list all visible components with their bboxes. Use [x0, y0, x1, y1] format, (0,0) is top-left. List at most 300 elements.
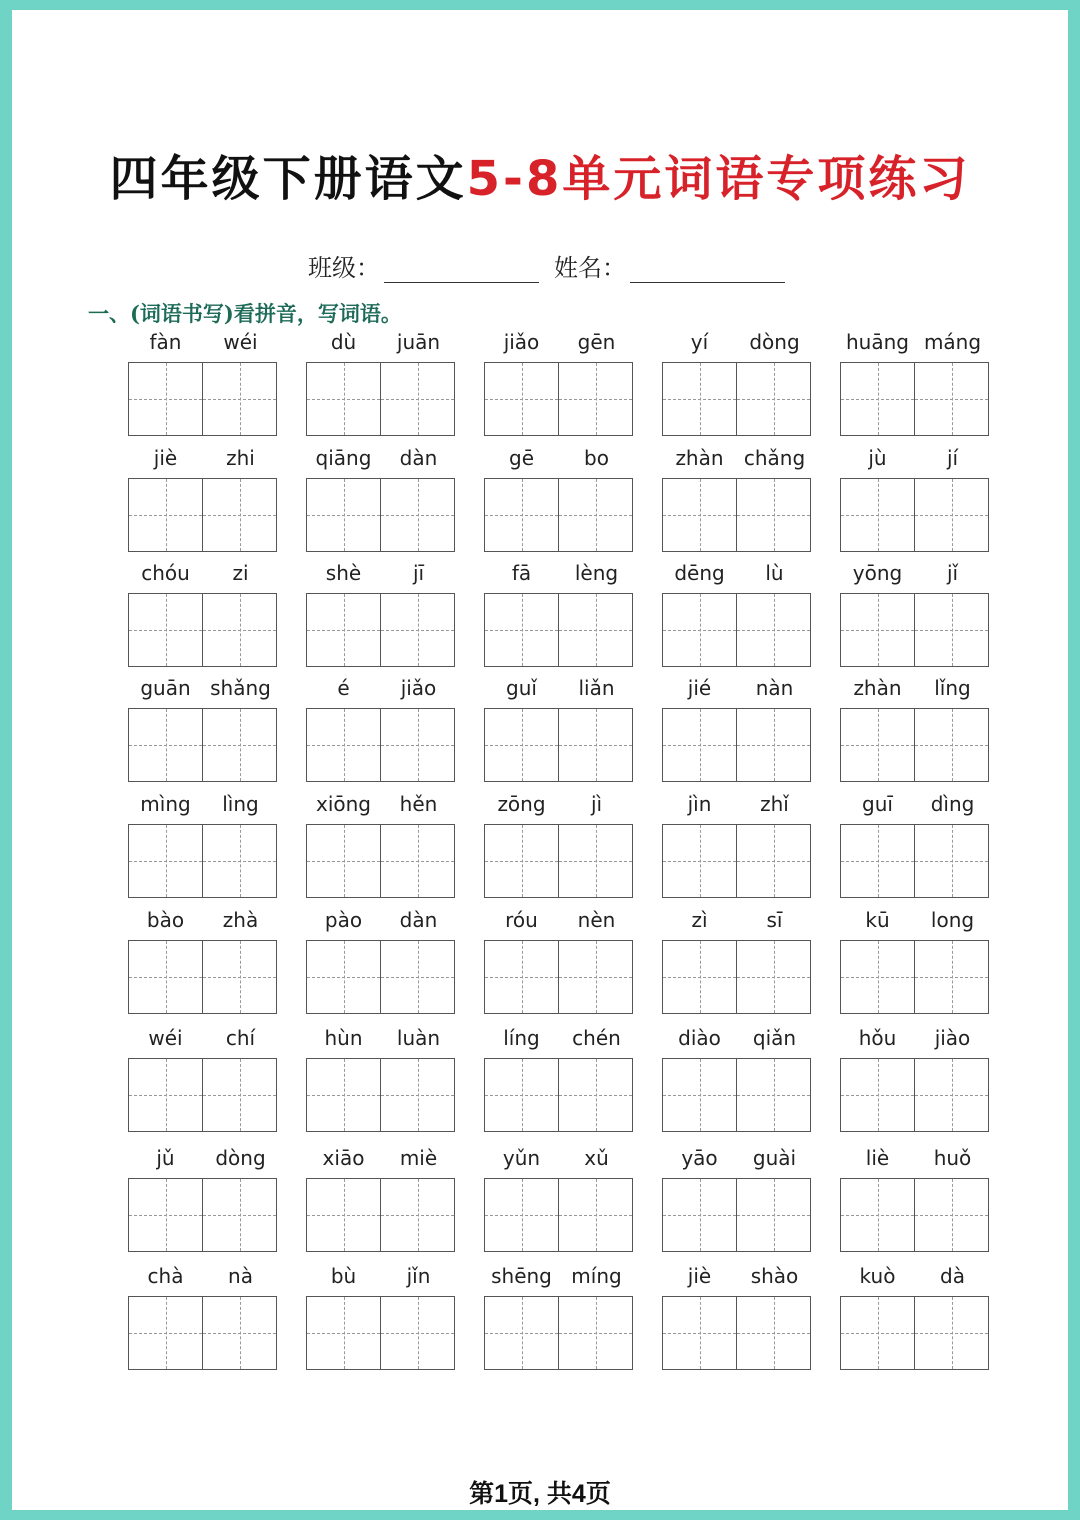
pinyin-syllable: míng [571, 1264, 622, 1288]
writing-box[interactable] [841, 825, 914, 897]
writing-box[interactable] [485, 941, 558, 1013]
writing-box[interactable] [841, 1179, 914, 1251]
writing-boxes [484, 708, 633, 782]
pinyin-row [840, 446, 990, 472]
writing-box[interactable] [663, 1297, 736, 1369]
name-label: 姓名： [554, 254, 626, 282]
writing-boxes [306, 478, 455, 552]
writing-box[interactable] [380, 1179, 454, 1251]
pinyin-syllable: zhi [226, 446, 255, 470]
pinyin-row [840, 330, 990, 356]
word-cell [128, 792, 278, 898]
writing-box[interactable] [736, 594, 810, 666]
writing-box[interactable] [485, 709, 558, 781]
pinyin-syllable: yǔn [502, 1146, 541, 1170]
word-cell [128, 330, 278, 436]
pinyin-syllable: qiǎn [752, 1026, 797, 1050]
pinyin-syllable: hǒu [858, 1026, 897, 1050]
pinyin-syllable: nèn [577, 908, 616, 932]
pinyin-row [306, 1146, 456, 1172]
writing-boxes [484, 1296, 633, 1370]
name-blank[interactable] [630, 282, 785, 283]
pinyin-syllable: lǐng [934, 676, 971, 700]
pinyin-syllable: dàn [399, 446, 438, 470]
writing-box[interactable] [663, 1059, 736, 1131]
writing-box[interactable] [307, 1297, 380, 1369]
pinyin-syllable: guǐ [506, 676, 537, 700]
writing-box[interactable] [914, 479, 988, 551]
pinyin-syllable: bào [146, 908, 185, 932]
word-cell [128, 561, 278, 667]
pinyin-syllable: pào [324, 908, 363, 932]
writing-box[interactable] [558, 1297, 632, 1369]
word-cell [306, 330, 456, 436]
pinyin-syllable: zi [232, 561, 249, 585]
pinyin-syllable: bo [584, 446, 609, 470]
writing-boxes [484, 824, 633, 898]
pinyin-syllable: liè [865, 1146, 890, 1170]
writing-box[interactable] [663, 479, 736, 551]
pinyin-row [840, 676, 990, 702]
pinyin-syllable: wéi [148, 1026, 183, 1050]
pinyin-row [840, 1026, 990, 1052]
writing-box[interactable] [129, 1179, 202, 1251]
writing-box[interactable] [485, 825, 558, 897]
pinyin-syllable: zhàn [675, 446, 724, 470]
writing-box[interactable] [841, 363, 914, 435]
writing-box[interactable] [663, 363, 736, 435]
pinyin-row [484, 792, 634, 818]
class-blank[interactable] [384, 282, 539, 283]
writing-boxes [840, 940, 989, 1014]
writing-box[interactable] [485, 363, 558, 435]
pinyin-syllable: gēn [577, 330, 616, 354]
writing-boxes [840, 1058, 989, 1132]
writing-box[interactable] [558, 825, 632, 897]
word-cell [840, 908, 990, 1014]
writing-box[interactable] [663, 825, 736, 897]
pinyin-row [128, 676, 278, 702]
word-cell [128, 1146, 278, 1252]
writing-box[interactable] [841, 1059, 914, 1131]
writing-box[interactable] [485, 1059, 558, 1131]
pinyin-row [484, 908, 634, 934]
pinyin-syllable: kū [865, 908, 890, 932]
writing-box[interactable] [380, 363, 454, 435]
pinyin-syllable: nà [228, 1264, 253, 1288]
pinyin-syllable: shēng [491, 1264, 552, 1288]
word-cell [306, 676, 456, 782]
pinyin-syllable: jí [946, 446, 959, 470]
writing-box[interactable] [485, 1179, 558, 1251]
pinyin-syllable: jiào [934, 1026, 971, 1050]
writing-boxes [128, 824, 277, 898]
writing-box[interactable] [841, 1297, 914, 1369]
word-cell [840, 561, 990, 667]
pinyin-syllable: chóu [141, 561, 190, 585]
writing-boxes [840, 708, 989, 782]
word-cell [840, 676, 990, 782]
pinyin-syllable: bù [330, 1264, 357, 1288]
writing-box[interactable] [307, 941, 380, 1013]
writing-box[interactable] [558, 709, 632, 781]
word-cell [662, 908, 812, 1014]
writing-boxes [128, 1178, 277, 1252]
writing-boxes [128, 478, 277, 552]
pinyin-row [484, 1146, 634, 1172]
writing-boxes [662, 824, 811, 898]
pinyin-syllable: jiè [153, 446, 178, 470]
pinyin-row [128, 1264, 278, 1290]
writing-boxes [128, 1296, 277, 1370]
writing-boxes [662, 1296, 811, 1370]
writing-boxes [662, 1058, 811, 1132]
writing-boxes [306, 940, 455, 1014]
class-field [308, 248, 539, 283]
word-cell [128, 446, 278, 552]
writing-box[interactable] [129, 479, 202, 551]
writing-box[interactable] [485, 594, 558, 666]
word-cell [484, 446, 634, 552]
pinyin-row [662, 676, 812, 702]
pinyin-syllable: yāo [681, 1146, 718, 1170]
title-main: 四年级下册语文 [109, 151, 467, 207]
pinyin-syllable: lìng [222, 792, 259, 816]
pinyin-row [662, 330, 812, 356]
pinyin-syllable: dìng [930, 792, 975, 816]
pinyin-syllable: é [337, 676, 350, 700]
writing-box[interactable] [129, 363, 202, 435]
writing-box[interactable] [307, 825, 380, 897]
pinyin-syllable: mìng [140, 792, 191, 816]
word-cell [128, 1264, 278, 1370]
writing-box[interactable] [202, 594, 276, 666]
writing-box[interactable] [558, 1179, 632, 1251]
word-cell [662, 1026, 812, 1132]
writing-box[interactable] [558, 479, 632, 551]
writing-boxes [128, 940, 277, 1014]
pinyin-syllable: sī [766, 908, 783, 932]
pinyin-syllable: shào [750, 1264, 799, 1288]
writing-boxes [662, 708, 811, 782]
pinyin-syllable: huāng [846, 330, 909, 354]
writing-box[interactable] [307, 363, 380, 435]
writing-box[interactable] [914, 709, 988, 781]
pinyin-syllable: long [930, 908, 975, 932]
writing-box[interactable] [558, 1059, 632, 1131]
pinyin-row [840, 1146, 990, 1172]
pinyin-syllable: chí [225, 1026, 256, 1050]
writing-box[interactable] [736, 1179, 810, 1251]
pinyin-syllable: jī [412, 561, 425, 585]
writing-box[interactable] [129, 941, 202, 1013]
word-cell [306, 1026, 456, 1132]
pinyin-syllable: jìn [687, 792, 712, 816]
pinyin-syllable: jù [868, 446, 887, 470]
pinyin-syllable: jì [590, 792, 603, 816]
page-footer: 第1页, 共4页 [469, 1480, 611, 1508]
pinyin-row [840, 908, 990, 934]
word-cell [484, 1264, 634, 1370]
pinyin-row [840, 792, 990, 818]
writing-boxes [662, 940, 811, 1014]
pinyin-syllable: luàn [396, 1026, 441, 1050]
pinyin-syllable: dēng [674, 561, 725, 585]
writing-box[interactable] [202, 1297, 276, 1369]
pinyin-row [306, 1264, 456, 1290]
word-cell [306, 1146, 456, 1252]
pinyin-row [662, 1026, 812, 1052]
pinyin-syllable: gē [509, 446, 534, 470]
writing-box[interactable] [202, 1179, 276, 1251]
writing-box[interactable] [841, 594, 914, 666]
pinyin-row [306, 446, 456, 472]
writing-box[interactable] [202, 479, 276, 551]
pinyin-syllable: shè [325, 561, 362, 585]
writing-box[interactable] [736, 479, 810, 551]
word-cell [662, 1264, 812, 1370]
word-cell [306, 908, 456, 1014]
writing-box[interactable] [380, 709, 454, 781]
pinyin-row [128, 792, 278, 818]
word-cell [662, 330, 812, 436]
pinyin-syllable: dòng [749, 330, 800, 354]
writing-box[interactable] [663, 941, 736, 1013]
writing-boxes [306, 1296, 455, 1370]
writing-box[interactable] [736, 363, 810, 435]
pinyin-syllable: huǒ [933, 1146, 972, 1170]
writing-box[interactable] [129, 825, 202, 897]
pinyin-row [306, 792, 456, 818]
word-cell [306, 446, 456, 552]
pinyin-row [662, 1146, 812, 1172]
pinyin-row [484, 676, 634, 702]
writing-box[interactable] [202, 1059, 276, 1131]
writing-box[interactable] [307, 1059, 380, 1131]
pinyin-syllable: guān [140, 676, 191, 700]
writing-box[interactable] [485, 479, 558, 551]
pinyin-syllable: chǎng [743, 446, 806, 470]
writing-box[interactable] [129, 1297, 202, 1369]
pinyin-syllable: líng [503, 1026, 540, 1050]
writing-box[interactable] [841, 479, 914, 551]
pinyin-syllable: jié [687, 676, 712, 700]
word-cell [662, 446, 812, 552]
word-cell [484, 330, 634, 436]
name-field [554, 248, 785, 283]
pinyin-row [662, 792, 812, 818]
writing-box[interactable] [558, 594, 632, 666]
pinyin-syllable: jǐ [946, 561, 959, 585]
pinyin-syllable: diào [678, 1026, 721, 1050]
pinyin-row [662, 561, 812, 587]
pinyin-syllable: zōng [497, 792, 546, 816]
writing-box[interactable] [736, 709, 810, 781]
pinyin-syllable: liǎn [578, 676, 615, 700]
pinyin-syllable: guài [752, 1146, 797, 1170]
writing-box[interactable] [736, 1059, 810, 1131]
pinyin-row [128, 446, 278, 472]
pinyin-row [484, 330, 634, 356]
writing-box[interactable] [307, 1179, 380, 1251]
writing-box[interactable] [129, 1059, 202, 1131]
word-cell [662, 676, 812, 782]
writing-box[interactable] [380, 1059, 454, 1131]
pinyin-row [306, 561, 456, 587]
pinyin-row [840, 561, 990, 587]
writing-boxes [662, 1178, 811, 1252]
pinyin-syllable: dà [940, 1264, 965, 1288]
writing-box[interactable] [380, 479, 454, 551]
pinyin-syllable: róu [505, 908, 538, 932]
section-heading: 一、(词语书写)看拼音，写词语。 [88, 301, 402, 326]
page-title [0, 140, 1080, 209]
pinyin-syllable: jiǎo [503, 330, 540, 354]
writing-box[interactable] [129, 709, 202, 781]
pinyin-syllable: chén [572, 1026, 621, 1050]
writing-box[interactable] [914, 594, 988, 666]
writing-box[interactable] [914, 1297, 988, 1369]
pinyin-syllable: jǔ [156, 1146, 175, 1170]
writing-box[interactable] [663, 709, 736, 781]
pinyin-syllable: guī [862, 792, 893, 816]
writing-box[interactable] [663, 1179, 736, 1251]
pinyin-syllable: zì [691, 908, 708, 932]
writing-boxes [128, 708, 277, 782]
writing-box[interactable] [380, 594, 454, 666]
writing-box[interactable] [914, 825, 988, 897]
pinyin-row [128, 330, 278, 356]
title-highlight: 5-8单元词语专项练习 [466, 151, 971, 207]
writing-box[interactable] [914, 1179, 988, 1251]
word-cell [306, 1264, 456, 1370]
writing-boxes [306, 362, 455, 436]
pinyin-syllable: máng [923, 330, 982, 354]
writing-boxes [128, 1058, 277, 1132]
word-cell [484, 1026, 634, 1132]
writing-boxes [840, 1296, 989, 1370]
writing-box[interactable] [202, 825, 276, 897]
pinyin-row [306, 1026, 456, 1052]
pinyin-syllable: dù [330, 330, 357, 354]
writing-box[interactable] [202, 941, 276, 1013]
writing-box[interactable] [558, 363, 632, 435]
word-cell [840, 330, 990, 436]
word-cell [662, 561, 812, 667]
word-cell [306, 561, 456, 667]
writing-boxes [484, 593, 633, 667]
writing-boxes [662, 478, 811, 552]
writing-box[interactable] [841, 709, 914, 781]
pinyin-syllable: wéi [223, 330, 258, 354]
pinyin-syllable: zhǐ [760, 792, 789, 816]
writing-box[interactable] [202, 363, 276, 435]
word-cell [840, 792, 990, 898]
pinyin-syllable: dàn [399, 908, 438, 932]
class-label: 班级： [308, 254, 380, 282]
writing-box[interactable] [736, 825, 810, 897]
pinyin-syllable: qiāng [315, 446, 372, 470]
pinyin-syllable: kuò [859, 1264, 896, 1288]
writing-box[interactable] [914, 1059, 988, 1131]
pinyin-row [128, 1026, 278, 1052]
pinyin-syllable: chà [147, 1264, 184, 1288]
pinyin-syllable: jiǎo [400, 676, 437, 700]
writing-boxes [306, 824, 455, 898]
writing-box[interactable] [307, 479, 380, 551]
writing-box[interactable] [914, 363, 988, 435]
writing-box[interactable] [558, 941, 632, 1013]
pinyin-syllable: fàn [149, 330, 182, 354]
pinyin-syllable: jǐn [406, 1264, 431, 1288]
word-cell [484, 792, 634, 898]
writing-box[interactable] [736, 1297, 810, 1369]
word-cell [840, 1026, 990, 1132]
pinyin-row [306, 330, 456, 356]
word-cell [484, 676, 634, 782]
writing-boxes [484, 362, 633, 436]
pinyin-row [484, 561, 634, 587]
writing-boxes [306, 708, 455, 782]
pinyin-syllable: lù [765, 561, 784, 585]
writing-boxes [484, 478, 633, 552]
writing-boxes [840, 362, 989, 436]
pinyin-row [662, 1264, 812, 1290]
writing-box[interactable] [202, 709, 276, 781]
pinyin-syllable: lèng [574, 561, 619, 585]
pinyin-syllable: yōng [852, 561, 903, 585]
writing-box[interactable] [307, 594, 380, 666]
pinyin-row [484, 446, 634, 472]
pinyin-syllable: dòng [215, 1146, 266, 1170]
writing-box[interactable] [129, 594, 202, 666]
pinyin-row [128, 561, 278, 587]
word-cell [484, 1146, 634, 1252]
pinyin-row [128, 908, 278, 934]
writing-boxes [484, 1178, 633, 1252]
writing-boxes [662, 362, 811, 436]
writing-boxes [306, 1058, 455, 1132]
writing-box[interactable] [914, 941, 988, 1013]
writing-box[interactable] [307, 709, 380, 781]
pinyin-syllable: yí [690, 330, 709, 354]
pinyin-syllable: juān [396, 330, 441, 354]
word-cell [128, 1026, 278, 1132]
pinyin-syllable: zhàn [853, 676, 902, 700]
word-cell [840, 1146, 990, 1252]
word-cell [662, 792, 812, 898]
writing-box[interactable] [841, 941, 914, 1013]
writing-boxes [840, 478, 989, 552]
pinyin-row [840, 1264, 990, 1290]
pinyin-syllable: shǎng [210, 676, 271, 700]
writing-boxes [484, 940, 633, 1014]
pinyin-syllable: fā [511, 561, 532, 585]
writing-boxes [306, 593, 455, 667]
pinyin-syllable: hěn [399, 792, 438, 816]
writing-box[interactable] [380, 941, 454, 1013]
writing-box[interactable] [380, 825, 454, 897]
writing-box[interactable] [736, 941, 810, 1013]
writing-box[interactable] [380, 1297, 454, 1369]
word-cell [484, 561, 634, 667]
writing-boxes [662, 593, 811, 667]
pinyin-row [128, 1146, 278, 1172]
writing-box[interactable] [663, 594, 736, 666]
writing-boxes [306, 1178, 455, 1252]
word-cell [840, 446, 990, 552]
writing-box[interactable] [485, 1297, 558, 1369]
